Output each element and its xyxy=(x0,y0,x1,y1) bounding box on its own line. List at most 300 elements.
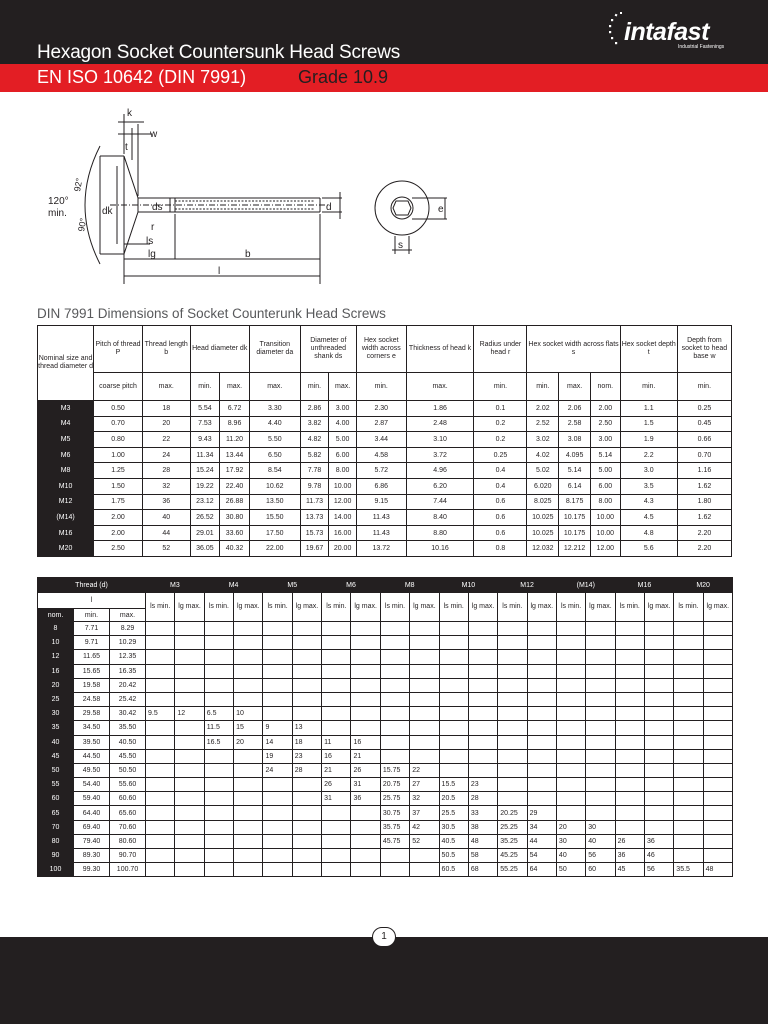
size-cell: M8 xyxy=(38,463,94,479)
value-cell: 0.6 xyxy=(474,510,527,526)
value-cell: 15.5 xyxy=(439,778,468,792)
value-cell: 15.75 xyxy=(380,763,409,777)
value-cell: 5.72 xyxy=(356,463,406,479)
value-cell: 42 xyxy=(410,820,439,834)
value-cell: 40 xyxy=(586,834,615,848)
value-cell xyxy=(674,735,703,749)
value-cell xyxy=(380,707,409,721)
value-cell xyxy=(556,636,585,650)
value-cell xyxy=(292,622,321,636)
value-cell: 4.095 xyxy=(559,447,591,463)
value-cell: 3.10 xyxy=(406,432,474,448)
value-cell xyxy=(410,636,439,650)
value-cell: 20.25 xyxy=(498,806,527,820)
size-header: M6 xyxy=(322,578,381,593)
table-row xyxy=(38,463,732,479)
value-cell xyxy=(498,650,527,664)
value-cell: 6.020 xyxy=(527,478,559,494)
value-cell xyxy=(263,692,292,706)
max-header: max. xyxy=(110,609,146,622)
value-cell: 34.50 xyxy=(74,721,110,735)
lg-max-header: lg max. xyxy=(234,593,263,622)
value-cell xyxy=(468,622,497,636)
value-cell xyxy=(439,749,468,763)
value-cell: 40 xyxy=(556,849,585,863)
value-cell: 3.44 xyxy=(356,432,406,448)
value-cell: 54.40 xyxy=(74,778,110,792)
value-cell: 40.50 xyxy=(110,735,146,749)
value-cell xyxy=(175,692,204,706)
value-cell xyxy=(498,721,527,735)
value-cell xyxy=(498,636,527,650)
value-cell xyxy=(468,763,497,777)
l-header: l xyxy=(38,593,146,609)
dimensions-table xyxy=(37,325,732,557)
value-cell xyxy=(674,636,703,650)
value-cell xyxy=(644,749,673,763)
value-cell: 64 xyxy=(527,863,556,877)
nominal-length-cell: 50 xyxy=(38,763,74,777)
lengths-body xyxy=(38,622,733,877)
value-cell: 10.16 xyxy=(406,541,474,557)
size-cell: M5 xyxy=(38,432,94,448)
value-cell xyxy=(175,721,204,735)
value-cell: 23 xyxy=(292,749,321,763)
col-radius: Radius under head r xyxy=(474,326,527,373)
table-row xyxy=(38,494,732,510)
value-cell: 54 xyxy=(527,849,556,863)
table-row xyxy=(38,692,733,706)
value-cell: 70.60 xyxy=(110,820,146,834)
angle-92-label: 92° xyxy=(72,177,85,193)
value-cell xyxy=(351,820,380,834)
grade-label: Grade 10.9 xyxy=(298,67,389,87)
value-cell xyxy=(410,622,439,636)
value-cell: 0.50 xyxy=(94,401,143,417)
value-cell: 0.4 xyxy=(474,478,527,494)
value-cell: 3.00 xyxy=(329,401,357,417)
value-cell: 25.75 xyxy=(380,792,409,806)
col-transition: Transition diameter da xyxy=(249,326,300,373)
value-cell xyxy=(498,707,527,721)
table-row xyxy=(38,432,732,448)
nominal-length-cell: 90 xyxy=(38,849,74,863)
ls-min-header: ls min. xyxy=(146,593,175,622)
col-shank: Diameter of unthreaded shank ds xyxy=(300,326,356,373)
value-cell xyxy=(439,664,468,678)
min-header: min. xyxy=(74,609,110,622)
value-cell xyxy=(322,636,351,650)
table-row xyxy=(38,849,733,863)
value-cell xyxy=(527,707,556,721)
value-cell xyxy=(322,692,351,706)
value-cell xyxy=(527,778,556,792)
value-cell xyxy=(351,863,380,877)
value-cell: 9 xyxy=(263,721,292,735)
value-cell xyxy=(439,707,468,721)
nominal-length-cell: 35 xyxy=(38,721,74,735)
value-cell: 26 xyxy=(322,778,351,792)
value-cell: 52 xyxy=(410,834,439,848)
value-cell xyxy=(175,834,204,848)
value-cell xyxy=(410,692,439,706)
value-cell xyxy=(263,849,292,863)
value-cell: 15 xyxy=(234,721,263,735)
value-cell: 30 xyxy=(556,834,585,848)
value-cell xyxy=(615,735,644,749)
value-cell xyxy=(146,849,175,863)
value-cell xyxy=(674,749,703,763)
value-cell xyxy=(351,650,380,664)
size-cell: M3 xyxy=(38,401,94,417)
value-cell xyxy=(498,763,527,777)
value-cell xyxy=(703,721,732,735)
value-cell xyxy=(292,792,321,806)
table-row xyxy=(38,664,733,678)
value-cell: 10.025 xyxy=(527,525,559,541)
value-cell xyxy=(439,763,468,777)
table-row xyxy=(38,541,732,557)
value-cell xyxy=(615,778,644,792)
sub-min: min. xyxy=(356,373,406,401)
nominal-length-cell: 55 xyxy=(38,778,74,792)
table-row xyxy=(38,447,732,463)
nominal-length-cell: 12 xyxy=(38,650,74,664)
size-cell: M12 xyxy=(38,494,94,510)
value-cell: 1.16 xyxy=(677,463,731,479)
nominal-length-cell: 16 xyxy=(38,664,74,678)
value-cell: 0.80 xyxy=(94,432,143,448)
value-cell: 20 xyxy=(556,820,585,834)
value-cell xyxy=(644,820,673,834)
value-cell: 64.40 xyxy=(74,806,110,820)
value-cell: 16 xyxy=(351,735,380,749)
value-cell xyxy=(204,820,233,834)
ls-min-header: ls min. xyxy=(674,593,703,622)
value-cell: 33.60 xyxy=(220,525,250,541)
value-cell: 20 xyxy=(234,735,263,749)
value-cell xyxy=(703,778,732,792)
value-cell xyxy=(468,749,497,763)
value-cell: 10.175 xyxy=(559,525,591,541)
value-cell xyxy=(351,692,380,706)
value-cell: 45.75 xyxy=(380,834,409,848)
size-cell: M4 xyxy=(38,416,94,432)
table-row xyxy=(38,650,733,664)
value-cell xyxy=(204,622,233,636)
value-cell xyxy=(527,735,556,749)
value-cell: 7.78 xyxy=(300,463,329,479)
dim-ds-label: ds xyxy=(152,202,163,213)
value-cell: 1.9 xyxy=(620,432,677,448)
value-cell: 3.08 xyxy=(559,432,591,448)
value-cell xyxy=(644,707,673,721)
value-cell: 4.3 xyxy=(620,494,677,510)
value-cell: 1.62 xyxy=(677,478,731,494)
value-cell: 2.52 xyxy=(527,416,559,432)
value-cell: 29.58 xyxy=(74,707,110,721)
value-cell xyxy=(263,707,292,721)
value-cell: 7.53 xyxy=(190,416,220,432)
value-cell xyxy=(292,664,321,678)
value-cell xyxy=(175,820,204,834)
value-cell: 11.5 xyxy=(204,721,233,735)
value-cell xyxy=(263,678,292,692)
value-cell xyxy=(380,636,409,650)
sub-max: max. xyxy=(142,373,190,401)
value-cell: 6.00 xyxy=(329,447,357,463)
value-cell: 8.80 xyxy=(406,525,474,541)
size-header: M16 xyxy=(615,578,674,593)
table-row xyxy=(38,820,733,834)
value-cell xyxy=(292,707,321,721)
table-row xyxy=(38,778,733,792)
value-cell: 5.54 xyxy=(190,401,220,417)
value-cell: 6.14 xyxy=(559,478,591,494)
value-cell xyxy=(527,664,556,678)
value-cell: 1.00 xyxy=(94,447,143,463)
value-cell xyxy=(527,692,556,706)
value-cell xyxy=(498,749,527,763)
value-cell xyxy=(292,692,321,706)
value-cell: 3.30 xyxy=(249,401,300,417)
value-cell: 2.86 xyxy=(300,401,329,417)
value-cell: 8.96 xyxy=(220,416,250,432)
value-cell xyxy=(322,721,351,735)
dim-ls-label: ls xyxy=(146,236,154,247)
value-cell: 29.01 xyxy=(190,525,220,541)
value-cell: 30 xyxy=(586,820,615,834)
value-cell: 6.5 xyxy=(204,707,233,721)
value-cell xyxy=(439,678,468,692)
value-cell xyxy=(380,678,409,692)
value-cell: 23.12 xyxy=(190,494,220,510)
sub-min: min. xyxy=(677,373,731,401)
value-cell: 48 xyxy=(703,863,732,877)
value-cell xyxy=(674,678,703,692)
standard-label: EN ISO 10642 (DIN 7991) xyxy=(37,67,247,87)
value-cell: 55.60 xyxy=(110,778,146,792)
value-cell xyxy=(146,664,175,678)
lg-max-header: lg max. xyxy=(703,593,732,622)
value-cell: 1.50 xyxy=(94,478,143,494)
value-cell xyxy=(234,763,263,777)
value-cell xyxy=(674,834,703,848)
value-cell xyxy=(468,692,497,706)
value-cell: 60.60 xyxy=(110,792,146,806)
value-cell: 35.75 xyxy=(380,820,409,834)
value-cell: 16 xyxy=(322,749,351,763)
value-cell xyxy=(204,849,233,863)
value-cell: 30.75 xyxy=(380,806,409,820)
value-cell: 14 xyxy=(263,735,292,749)
value-cell xyxy=(703,849,732,863)
value-cell: 22.40 xyxy=(220,478,250,494)
value-cell: 10.00 xyxy=(590,525,620,541)
value-cell xyxy=(322,863,351,877)
value-cell xyxy=(586,650,615,664)
value-cell: 35.5 xyxy=(674,863,703,877)
value-cell: 49.50 xyxy=(74,763,110,777)
table-row xyxy=(38,478,732,494)
value-cell xyxy=(204,778,233,792)
value-cell xyxy=(146,792,175,806)
value-cell xyxy=(439,735,468,749)
table-row xyxy=(38,806,733,820)
value-cell: 7.71 xyxy=(74,622,110,636)
value-cell: 40.32 xyxy=(220,541,250,557)
value-cell xyxy=(674,622,703,636)
value-cell xyxy=(292,834,321,848)
value-cell xyxy=(234,806,263,820)
value-cell xyxy=(380,735,409,749)
screw-technical-drawing xyxy=(40,104,480,294)
value-cell xyxy=(468,735,497,749)
value-cell: 5.02 xyxy=(527,463,559,479)
value-cell: 0.8 xyxy=(474,541,527,557)
value-cell xyxy=(292,806,321,820)
value-cell: 55.25 xyxy=(498,863,527,877)
value-cell xyxy=(644,622,673,636)
value-cell xyxy=(615,707,644,721)
value-cell xyxy=(204,692,233,706)
value-cell xyxy=(410,678,439,692)
value-cell: 11.20 xyxy=(220,432,250,448)
value-cell xyxy=(703,650,732,664)
value-cell xyxy=(615,806,644,820)
value-cell xyxy=(204,863,233,877)
value-cell xyxy=(146,721,175,735)
dim-b-label: b xyxy=(245,249,251,260)
value-cell xyxy=(410,707,439,721)
value-cell xyxy=(234,622,263,636)
table-row xyxy=(38,834,733,848)
value-cell xyxy=(351,721,380,735)
value-cell: 7.44 xyxy=(406,494,474,510)
value-cell: 0.6 xyxy=(474,525,527,541)
value-cell: 29 xyxy=(527,806,556,820)
size-header: M10 xyxy=(439,578,498,593)
value-cell xyxy=(703,692,732,706)
value-cell xyxy=(263,664,292,678)
value-cell xyxy=(586,806,615,820)
col-head-diameter: Head diameter dk xyxy=(190,326,249,373)
value-cell: 5.82 xyxy=(300,447,329,463)
value-cell: 46 xyxy=(644,849,673,863)
value-cell: 19.67 xyxy=(300,541,329,557)
value-cell: 6.50 xyxy=(249,447,300,463)
value-cell xyxy=(556,650,585,664)
value-cell xyxy=(498,735,527,749)
value-cell xyxy=(468,707,497,721)
value-cell: 14.00 xyxy=(329,510,357,526)
value-cell xyxy=(146,806,175,820)
table-row xyxy=(38,792,733,806)
value-cell: 22 xyxy=(410,763,439,777)
value-cell: 80.60 xyxy=(110,834,146,848)
value-cell: 100.70 xyxy=(110,863,146,877)
thread-header: Thread (d) xyxy=(38,578,146,593)
value-cell: 99.30 xyxy=(74,863,110,877)
value-cell xyxy=(380,692,409,706)
value-cell: 32 xyxy=(410,792,439,806)
value-cell: 4.00 xyxy=(329,416,357,432)
size-header: M20 xyxy=(674,578,733,593)
value-cell xyxy=(292,849,321,863)
value-cell: 25.5 xyxy=(439,806,468,820)
value-cell: 20.00 xyxy=(329,541,357,557)
value-cell xyxy=(234,664,263,678)
value-cell xyxy=(498,678,527,692)
dim-l-label: l xyxy=(218,266,221,277)
value-cell xyxy=(351,834,380,848)
value-cell: 31 xyxy=(351,778,380,792)
dim-w-label: w xyxy=(150,129,158,140)
value-cell xyxy=(674,721,703,735)
value-cell xyxy=(586,622,615,636)
ls-min-header: ls min. xyxy=(380,593,409,622)
value-cell: 48 xyxy=(468,834,497,848)
value-cell: 36 xyxy=(615,849,644,863)
table-row xyxy=(38,721,733,735)
value-cell: 4.8 xyxy=(620,525,677,541)
value-cell xyxy=(263,820,292,834)
value-cell xyxy=(204,834,233,848)
value-cell: 24 xyxy=(142,447,190,463)
value-cell: 28 xyxy=(142,463,190,479)
value-cell xyxy=(234,849,263,863)
value-cell: 8.00 xyxy=(329,463,357,479)
size-cell: M6 xyxy=(38,447,94,463)
value-cell: 2.02 xyxy=(527,401,559,417)
value-cell: 0.1 xyxy=(474,401,527,417)
value-cell xyxy=(615,763,644,777)
value-cell xyxy=(556,792,585,806)
value-cell: 19 xyxy=(263,749,292,763)
ls-min-header: ls min. xyxy=(263,593,292,622)
value-cell: 10.29 xyxy=(110,636,146,650)
value-cell xyxy=(644,721,673,735)
value-cell: 16.35 xyxy=(110,664,146,678)
value-cell xyxy=(204,664,233,678)
value-cell xyxy=(468,664,497,678)
value-cell xyxy=(674,820,703,834)
value-cell: 4.96 xyxy=(406,463,474,479)
value-cell xyxy=(292,778,321,792)
col-thickness: Thickness of head k xyxy=(406,326,474,373)
value-cell xyxy=(586,749,615,763)
value-cell xyxy=(175,849,204,863)
value-cell: 11.73 xyxy=(300,494,329,510)
nom-header: nom. xyxy=(38,609,74,622)
value-cell: 18 xyxy=(292,735,321,749)
value-cell xyxy=(527,721,556,735)
value-cell: 18 xyxy=(142,401,190,417)
value-cell xyxy=(146,622,175,636)
value-cell: 20 xyxy=(142,416,190,432)
table-row xyxy=(38,416,732,432)
lg-max-header: lg max. xyxy=(410,593,439,622)
value-cell: 1.75 xyxy=(94,494,143,510)
table-row xyxy=(38,510,732,526)
value-cell: 5.14 xyxy=(559,463,591,479)
sub-coarse: coarse pitch xyxy=(94,373,143,401)
col-flats: Hex socket width across flats s xyxy=(527,326,620,373)
sub-min: min. xyxy=(300,373,329,401)
value-cell xyxy=(615,792,644,806)
value-cell: 5.50 xyxy=(249,432,300,448)
value-cell xyxy=(615,622,644,636)
